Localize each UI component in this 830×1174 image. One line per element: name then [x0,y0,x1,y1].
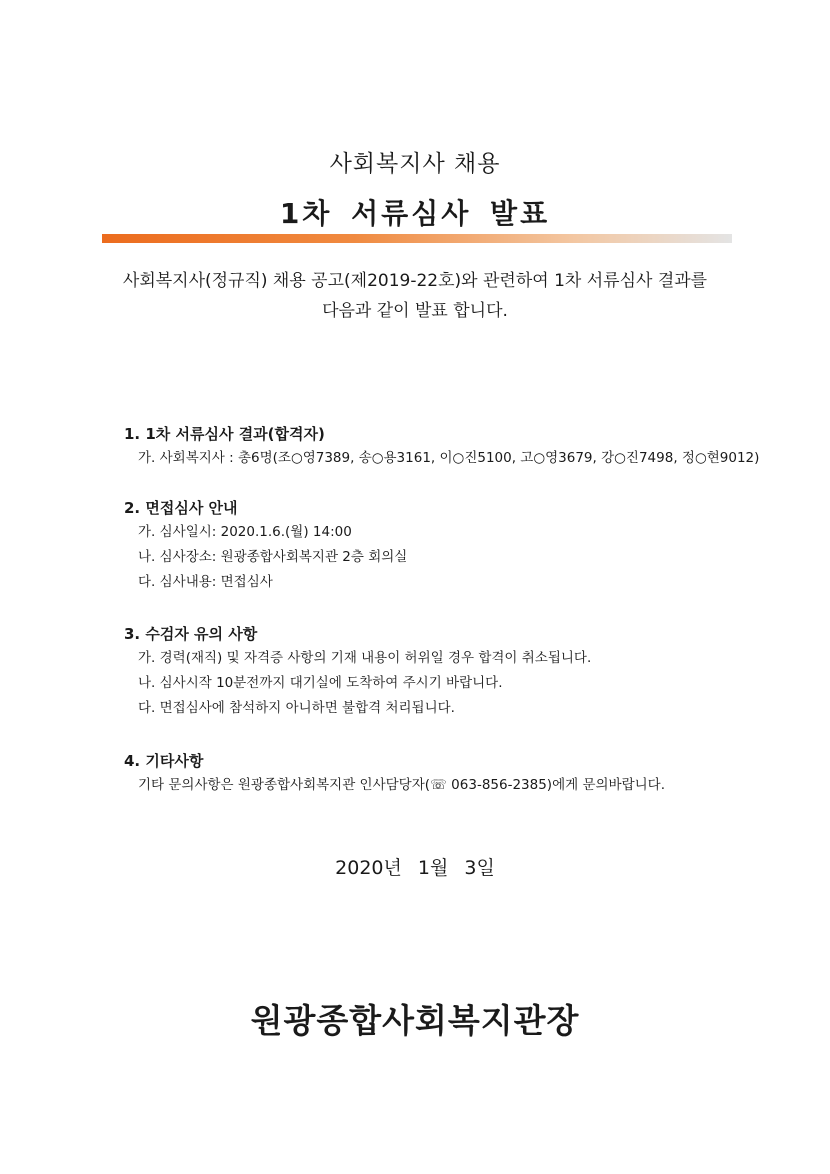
section-item: 다. 심사내용: 면접심사 [138,574,273,590]
section-item: 가. 경력(재직) 및 자격증 사항의 기재 내용이 허위일 경우 합격이 취소됩니다. [138,650,592,666]
section-candidate-notes [124,622,591,721]
section-interview-info [124,496,407,595]
section-item: 나. 심사장소: 원광종합사회복지관 2층 회의실 [138,549,408,565]
section-item: 가. 심사일시: 2020.1.6.(월) 14:00 [138,524,352,540]
section-heading: 3. 수검자 유의 사항 [124,625,258,643]
section-item: 다. 면접심사에 참석하지 아니하면 불합격 처리됩니다. [138,700,455,716]
section-item: 가. 사회복지사 : 총6명(조○영7389, 송○용3161, 이○진5100, 고○영3679, 강○진7498, 정○현9012) [138,450,760,466]
section-heading: 4. 기타사항 [124,752,204,770]
document-title: 1차 서류심사 발표 [279,197,551,230]
intro-paragraph [0,266,830,326]
issuer-signature: 원광종합사회복지관장 [250,1001,580,1040]
section-heading: 1. 1차 서류심사 결과(합격자) [124,425,325,443]
section-document-result [124,422,759,471]
section-heading: 2. 면접심사 안내 [124,499,238,517]
section-item: 기타 문의사항은 원광종합사회복지관 인사담당자(☏ 063-856-2385)에게 문의바랍니다. [138,777,665,793]
document-subtitle: 사회복지사 채용 [329,151,501,177]
intro-line-2: 다음과 같이 발표 합니다. [322,301,508,321]
section-item: 나. 심사시작 10분전까지 대기실에 도착하여 주시기 바랍니다. [138,675,503,691]
title-divider [102,234,732,243]
announcement-date: 2020년 1월 3일 [335,857,495,879]
section-other-matters [124,749,665,798]
intro-line-1: 사회복지사(정규직) 채용 공고(제2019-22호)와 관련하여 1차 서류심사 결과를 [122,271,708,291]
